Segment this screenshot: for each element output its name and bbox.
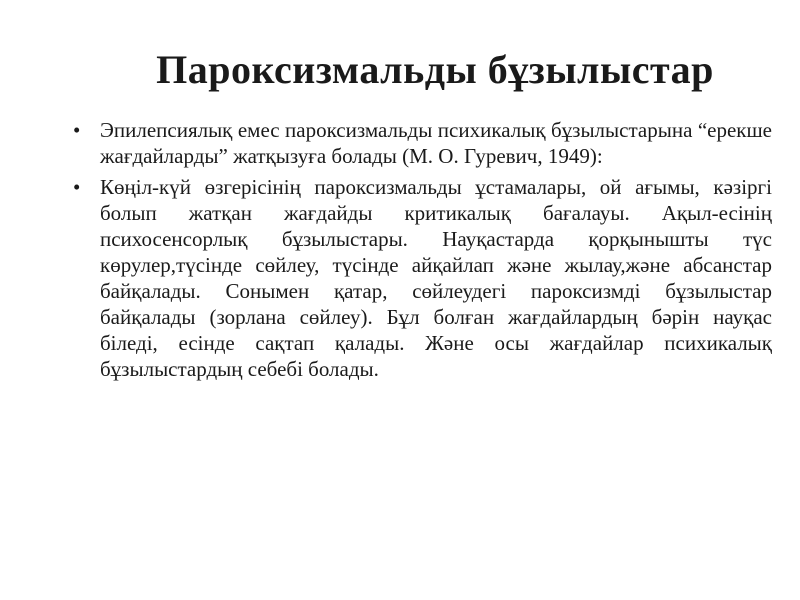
bullet-list xyxy=(60,117,772,387)
bullet-item xyxy=(60,117,772,169)
bullet-item xyxy=(60,174,772,382)
slide-title: Пароксизмальды бұзылыстар xyxy=(156,47,714,92)
bullet-text: Көңіл-күй өзгерісінің пароксизмальды ұстамалары, ой ағымы, кәзіргі болып жатқан жағдайды критикалық бағалауы. Ақыл-есінің психосенсорлық бұзылыстары. Науқастарда қорқынышты түс көрулер,түсінде сөйлеу, түсінде айқайлап және жылау,және абсанстар байқалады. Сонымен қатар, сөйлеудегі пароксизмді бұзылыстар байқалады (зорлана сөйлеу). Бұл болған жағдайлардың бәрін науқас біледі, есінде сақтап қалады. Және осы жағдайлар психикалық бұзылыстардың себебі болады. xyxy=(100,175,772,381)
bullet-dot-icon: • xyxy=(73,175,81,199)
bullet-text: Эпилепсиялық емес пароксизмальды психикалық бұзылыстарына “ерекше жағдайларды” жатқызуға болады (М. О. Гуревич, 1949): xyxy=(100,118,772,168)
bullet-dot-icon: • xyxy=(73,118,81,142)
